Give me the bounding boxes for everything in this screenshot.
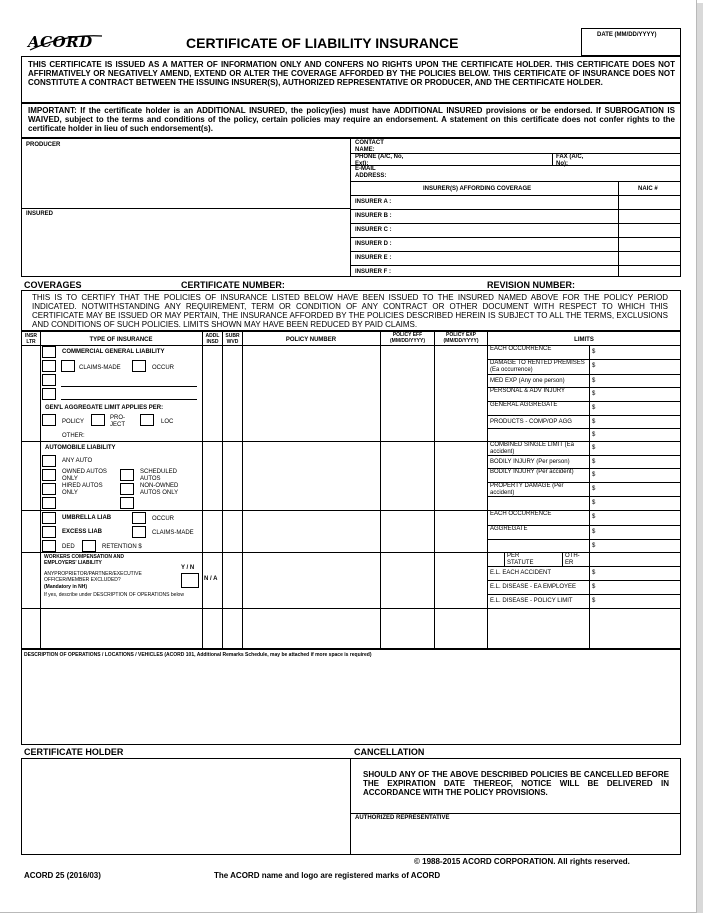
revision-number-label: REVISION NUMBER: (487, 280, 576, 290)
umbrella-limit-amount[interactable]: $ (592, 529, 596, 535)
coverages-label: COVERAGES (24, 280, 82, 290)
cgl-limit-label: EACH OCCURRENCE (490, 346, 552, 352)
agg-project-label: PRO-JECT (110, 415, 125, 428)
umbrella-limit-label: EACH OCCURRENCE (490, 511, 552, 517)
auto-limit-amount[interactable]: $ (592, 459, 596, 465)
col-type-of-insurance: TYPE OF INSURANCE (89, 337, 153, 343)
cgl-limit-label: PRODUCTS - COMP/OP AGG (490, 419, 572, 425)
scheduled-autos-checkbox[interactable] (120, 469, 134, 481)
description-label: DESCRIPTION OF OPERATIONS / LOCATIONS / VEHICLES (ACORD 101, Additional Remarks Schedule, may be attached if more space is required) (24, 652, 372, 658)
intro-statement: THIS CERTIFICATE IS ISSUED AS A MATTER OF INFORMATION ONLY AND CONFERS NO RIGHTS UPON THE CERTIFICATE HOLDER. THIS CERTIFICATE DOES NOT AFFIRMATIVELY OR NEGATIVELY AMEND, EXTEND OR ALTER THE COVERAGE AFFORDED BY THE POLICIES BELOW. THIS CERTIFICATE OF INSURANCE DOES NOT CONSTITUTE A CONTRACT BETWEEN THE ISSUING INSURER(S), AUTHORIZED REPRESENTATIVE OR PRODUCER, AND THE CERTIFICATE HOLDER. (28, 60, 675, 87)
insurer-label: INSURER E : (355, 255, 392, 261)
excess-checkbox[interactable] (42, 526, 56, 538)
contact-name-label: CONTACT NAME: (355, 140, 384, 153)
form-title: CERTIFICATE OF LIABILITY INSURANCE (186, 35, 459, 51)
cgl-checkbox-row3[interactable] (42, 360, 56, 372)
auto-limit-label: PROPERTY DAMAGE (Per accident) (490, 483, 564, 496)
agg-other-label: OTHER: (62, 433, 85, 439)
fax-label: FAX (A/C, No): (556, 154, 584, 167)
col-subr-wvd: SUBR WVD (225, 333, 240, 345)
hired-autos-checkbox[interactable] (42, 483, 56, 495)
umbrella-limit-amount[interactable]: $ (592, 543, 596, 549)
umbrella-occur-checkbox[interactable] (132, 512, 146, 524)
description-box[interactable] (21, 649, 681, 745)
cgl-claims-made-label: CLAIMS-MADE (79, 365, 121, 371)
retention-checkbox[interactable] (82, 540, 96, 552)
auto-limit-label: BODILY INJURY (Per person) (490, 459, 570, 465)
ded-checkbox[interactable] (42, 540, 56, 552)
gen-agg-applies-label: GEN'L AGGREGATE LIMIT APPLIES PER: (45, 405, 164, 411)
workers-na: N / A (204, 576, 218, 582)
umbrella-checkbox[interactable] (42, 512, 56, 524)
cgl-limit-amount[interactable]: $ (592, 419, 596, 425)
excess-claims-made-label: CLAIMS-MADE (152, 530, 194, 536)
any-proprietor-label: ANYPROPRIETOR/PARTNER/EXECUTIVE OFFICER/MEMBER EXCLUDED? (44, 571, 142, 583)
auto-limit-label: COMBINED SINGLE LIMIT (Ea accident) (490, 442, 574, 455)
cgl-occur-label: OCCUR (152, 365, 174, 371)
auto-extra-checkbox-2[interactable] (120, 497, 134, 509)
auto-title: AUTOMOBILE LIABILITY (45, 445, 116, 451)
date-label: DATE (MM/DD/YYYY) (597, 32, 657, 38)
footer-form-number: ACORD 25 (2016/03) (24, 871, 101, 880)
insurer-label: INSURER B : (355, 213, 392, 219)
cancellation-label: CANCELLATION (354, 747, 425, 757)
naic-header: NAIC # (638, 186, 658, 192)
insurers-header: INSURER(S) AFFORDING COVERAGE (423, 186, 532, 192)
phone-label: PHONE (A/C, No, Ext): (355, 154, 404, 167)
umbrella-label: UMBRELLA LIAB (62, 515, 112, 521)
cgl-limit-amount[interactable]: $ (592, 405, 596, 411)
certificate-holder-label: CERTIFICATE HOLDER (24, 747, 124, 757)
retention-label: RETENTION $ (102, 544, 142, 550)
workers-limit-label: E.L. EACH ACCIDENT (490, 570, 552, 576)
insurer-label: INSURER D : (355, 241, 392, 247)
cgl-limit-label: GENERAL AGGREGATE (490, 402, 558, 408)
non-owned-autos-label: NON-OWNED AUTOS ONLY (140, 483, 179, 496)
agg-project-checkbox[interactable] (91, 414, 105, 426)
cgl-limit-amount[interactable]: $ (592, 349, 596, 355)
owned-autos-checkbox[interactable] (42, 469, 56, 481)
excess-label: EXCESS LIAB (62, 529, 103, 535)
col-policy-number: POLICY NUMBER (285, 337, 337, 343)
cgl-limit-amount[interactable]: $ (592, 391, 596, 397)
agg-policy-checkbox[interactable] (42, 414, 56, 426)
acord-logo (24, 30, 104, 52)
insurer-label: INSURER F : (355, 269, 391, 275)
cgl-checkbox-row4[interactable] (42, 374, 56, 386)
workers-limit-amount[interactable]: $ (592, 570, 596, 576)
cgl-title: COMMERCIAL GENERAL LIABILITY (62, 349, 165, 355)
agg-loc-checkbox[interactable] (140, 414, 154, 426)
cgl-limit-amount[interactable]: $ (592, 378, 596, 384)
umbrella-occur-label: OCCUR (152, 516, 174, 522)
cgl-checkbox[interactable] (42, 346, 56, 358)
owned-autos-label: OWNED AUTOS ONLY (62, 469, 107, 482)
cgl-limit-label: MED EXP (Any one person) (490, 378, 565, 384)
col-limits: LIMITS (574, 337, 594, 343)
umbrella-limit-amount[interactable]: $ (592, 514, 596, 520)
excess-claims-made-checkbox[interactable] (132, 526, 146, 538)
scheduled-autos-label: SCHEDULED AUTOS (140, 469, 178, 482)
col-addl-insd: ADDL INSD (205, 333, 220, 345)
coverages-statement: THIS IS TO CERTIFY THAT THE POLICIES OF INSURANCE LISTED BELOW HAVE BEEN ISSUED TO THE INSURED NAMED ABOVE FOR THE POLICY PERIOD INDICATED. NOTWITHSTANDING ANY REQUIREMENT, TERM OR CONDITION OF ANY CONTRACT OR OTHER DOCUMENT WITH RESPECT TO WHICH THIS CERTIFICATE MAY BE ISSUED OR MAY PERTAIN, THE INSURANCE AFFORDED BY THE POLICIES DESCRIBED HEREIN IS SUBJECT TO ALL THE TERMS, EXCLUSIONS AND CONDITIONS OF SUCH POLICIES. LIMITS SHOWN MAY HAVE BEEN REDUCED BY PAID CLAIMS. (32, 293, 668, 329)
email-label: E-MAIL ADDRESS: (355, 166, 387, 179)
mandatory-nh-label: (Mandatory in NH) (44, 584, 88, 590)
col-policy-exp: POLICY EXP (MM/DD/YYYY) (443, 332, 479, 344)
cancellation-statement: SHOULD ANY OF THE ABOVE DESCRIBED POLICIES BE CANCELLED BEFORE THE EXPIRATION DATE THEREOF, NOTICE WILL BE DELIVERED IN ACCORDANCE WITH THE POLICY PROVISIONS. (363, 770, 669, 797)
workers-limit-label: E.L. DISEASE - POLICY LIMIT (490, 598, 573, 604)
agg-loc-label: LOC (161, 419, 174, 425)
cgl-limit-label: DAMAGE TO RENTED PREMISES (Ea occurrence) (490, 360, 585, 373)
workers-limit-amount[interactable]: $ (592, 598, 596, 604)
acord-logo-text: ACORD (28, 33, 93, 51)
workers-title: WORKERS COMPENSATION AND EMPLOYERS' LIABILITY (44, 554, 124, 566)
umbrella-limit-label: AGGREGATE (490, 526, 528, 532)
auto-limit-amount[interactable]: $ (592, 486, 596, 492)
agg-policy-label: POLICY (62, 419, 85, 425)
auto-extra-checkbox-1[interactable] (42, 497, 56, 509)
yn-label: Y / N (181, 565, 195, 571)
cgl-limit-label: PERSONAL & ADV INJURY (490, 388, 566, 394)
auto-limit-label: BODILY INJURY (Per accident) (490, 469, 574, 475)
footer-trademark: The ACORD name and logo are registered marks of ACORD (214, 871, 441, 880)
footer-copyright: © 1988-2015 ACORD CORPORATION. All rights reserved. (414, 857, 630, 866)
cgl-occur-checkbox[interactable] (132, 360, 146, 372)
auto-limit-amount[interactable]: $ (592, 500, 596, 506)
authorized-representative-label: AUTHORIZED REPRESENTATIVE (355, 815, 450, 821)
cgl-claims-made-checkbox[interactable] (61, 360, 75, 372)
ded-label: DED (62, 544, 75, 550)
oth-er-label: OTH-ER (565, 553, 580, 566)
non-owned-autos-checkbox[interactable] (120, 483, 134, 495)
cgl-limit-amount[interactable]: $ (592, 432, 596, 438)
workers-limit-label: E.L. DISEASE - EA EMPLOYEE (490, 584, 577, 590)
any-auto-checkbox[interactable] (42, 455, 56, 467)
producer-label: PRODUCER (26, 142, 61, 148)
cgl-checkbox-row5[interactable] (42, 388, 56, 400)
workers-excluded-checkbox[interactable] (181, 573, 199, 588)
if-yes-describe-label: If yes, describe under DESCRIPTION OF OPERATIONS below (44, 592, 184, 598)
insured-label: INSURED (26, 211, 54, 217)
any-auto-label: ANY AUTO (62, 458, 93, 464)
col-insr-ltr: INSR LTR (25, 333, 37, 345)
hired-autos-label: HIRED AUTOS ONLY (62, 483, 103, 496)
auto-limit-amount[interactable]: $ (592, 445, 596, 451)
important-statement: IMPORTANT: If the certificate holder is an ADDITIONAL INSURED, the policy(ies) must have ADDITIONAL INSURED provisions or be endorsed. If SUBROGATION IS WAIVED, subject to the terms and conditions of the policy, certain policies may require an endorsement. A statement on this certificate does not confer rights to the certificate holder in lieu of such endorsement(s). (28, 106, 675, 133)
per-statute-label: PER STATUTE (507, 553, 534, 566)
col-policy-eff: POLICY EFF (MM/DD/YYYY) (390, 332, 425, 344)
insurer-label: INSURER A : (355, 199, 392, 205)
cgl-limit-amount[interactable]: $ (592, 363, 596, 369)
insurer-label: INSURER C : (355, 227, 392, 233)
page-shadow (697, 3, 703, 913)
auto-limit-amount[interactable]: $ (592, 472, 596, 478)
workers-limit-amount[interactable]: $ (592, 584, 596, 590)
certificate-number-label: CERTIFICATE NUMBER: (181, 280, 285, 290)
